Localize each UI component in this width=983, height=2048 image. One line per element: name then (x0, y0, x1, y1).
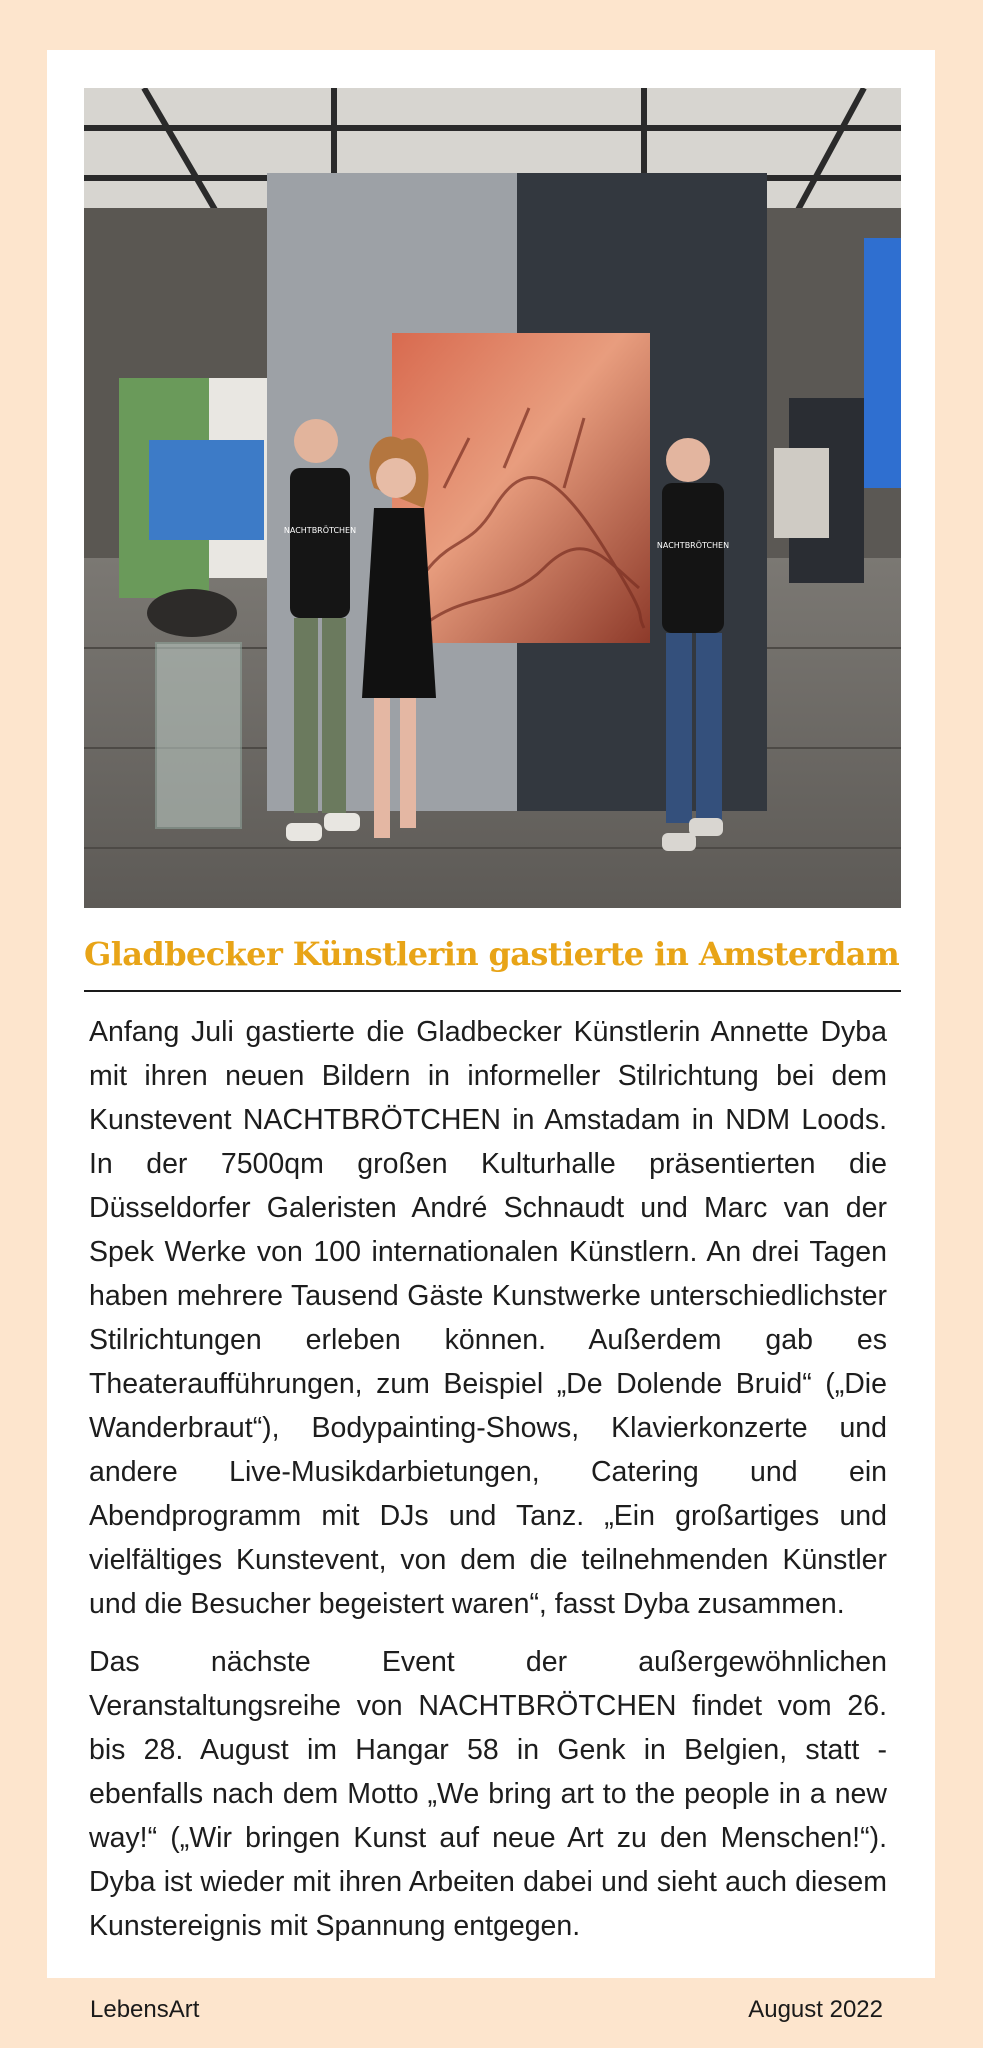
article-paragraph: Anfang Juli gastierte die Gladbecker Künstlerin Annette Dyba mit ihren neuen Bildern in informeller Stilrichtung bei dem Kunstevent NACHTBRÖTCHEN in Amstadam in NDM Loods. In der 7500qm großen Kulturhalle präsentierten die Düsseldorfer Galeristen André Schnaudt und Marc van der Spek Werke von 100 internationalen Künstlern. An drei Tagen haben mehrere Tausend Gäste Kunstwerke unterschiedlichster Stilrichtungen erleben können. Außerdem gab es Theateraufführungen, zum Beispiel „De Dolende Bruid“ („Die Wanderbraut“), Bodypainting-Shows, Klavierkonzerte und andere Live-Musikdarbietungen, Catering und ein Abendprogramm mit DJs und Tanz. „Ein großartiges und vielfältiges Kunstevent, von dem die teilnehmenden Künstler und die Besucher begeistert waren“, fasst Dyba zusammen. (89, 1016, 887, 1620)
shirt-logo-right: NACHTBRÖTCHEN (656, 541, 730, 550)
headline-divider (84, 990, 901, 992)
article-headline: Gladbecker Künstlerin gastierte in Amsterdam (84, 935, 900, 973)
article-paragraph: Das nächste Event der außergewöhnlichen Veranstaltungsreihe von NACHTBRÖTCHEN findet vom 26. bis 28. August im Hangar 58 in Genk in Belgien, statt - ebenfalls nach dem Motto „We bring art to the people in a new way!“ („Wir bringen Kunst auf neue Art zu den Menschen!“). Dyba ist wieder mit ihren Arbeiten dabei und sieht auch diesem Kunstereignis mit Spannung entgegen. (89, 1646, 887, 1942)
exhibition-photo-illustration (84, 88, 901, 908)
shirt-logo-left: NACHTBRÖTCHEN (283, 526, 357, 535)
article-body (89, 1010, 887, 1962)
footer-magazine-name: LebensArt (90, 1996, 200, 2023)
footer-issue-date: August 2022 (748, 1996, 883, 2023)
article-photo (84, 88, 901, 908)
article-card (47, 50, 935, 1978)
